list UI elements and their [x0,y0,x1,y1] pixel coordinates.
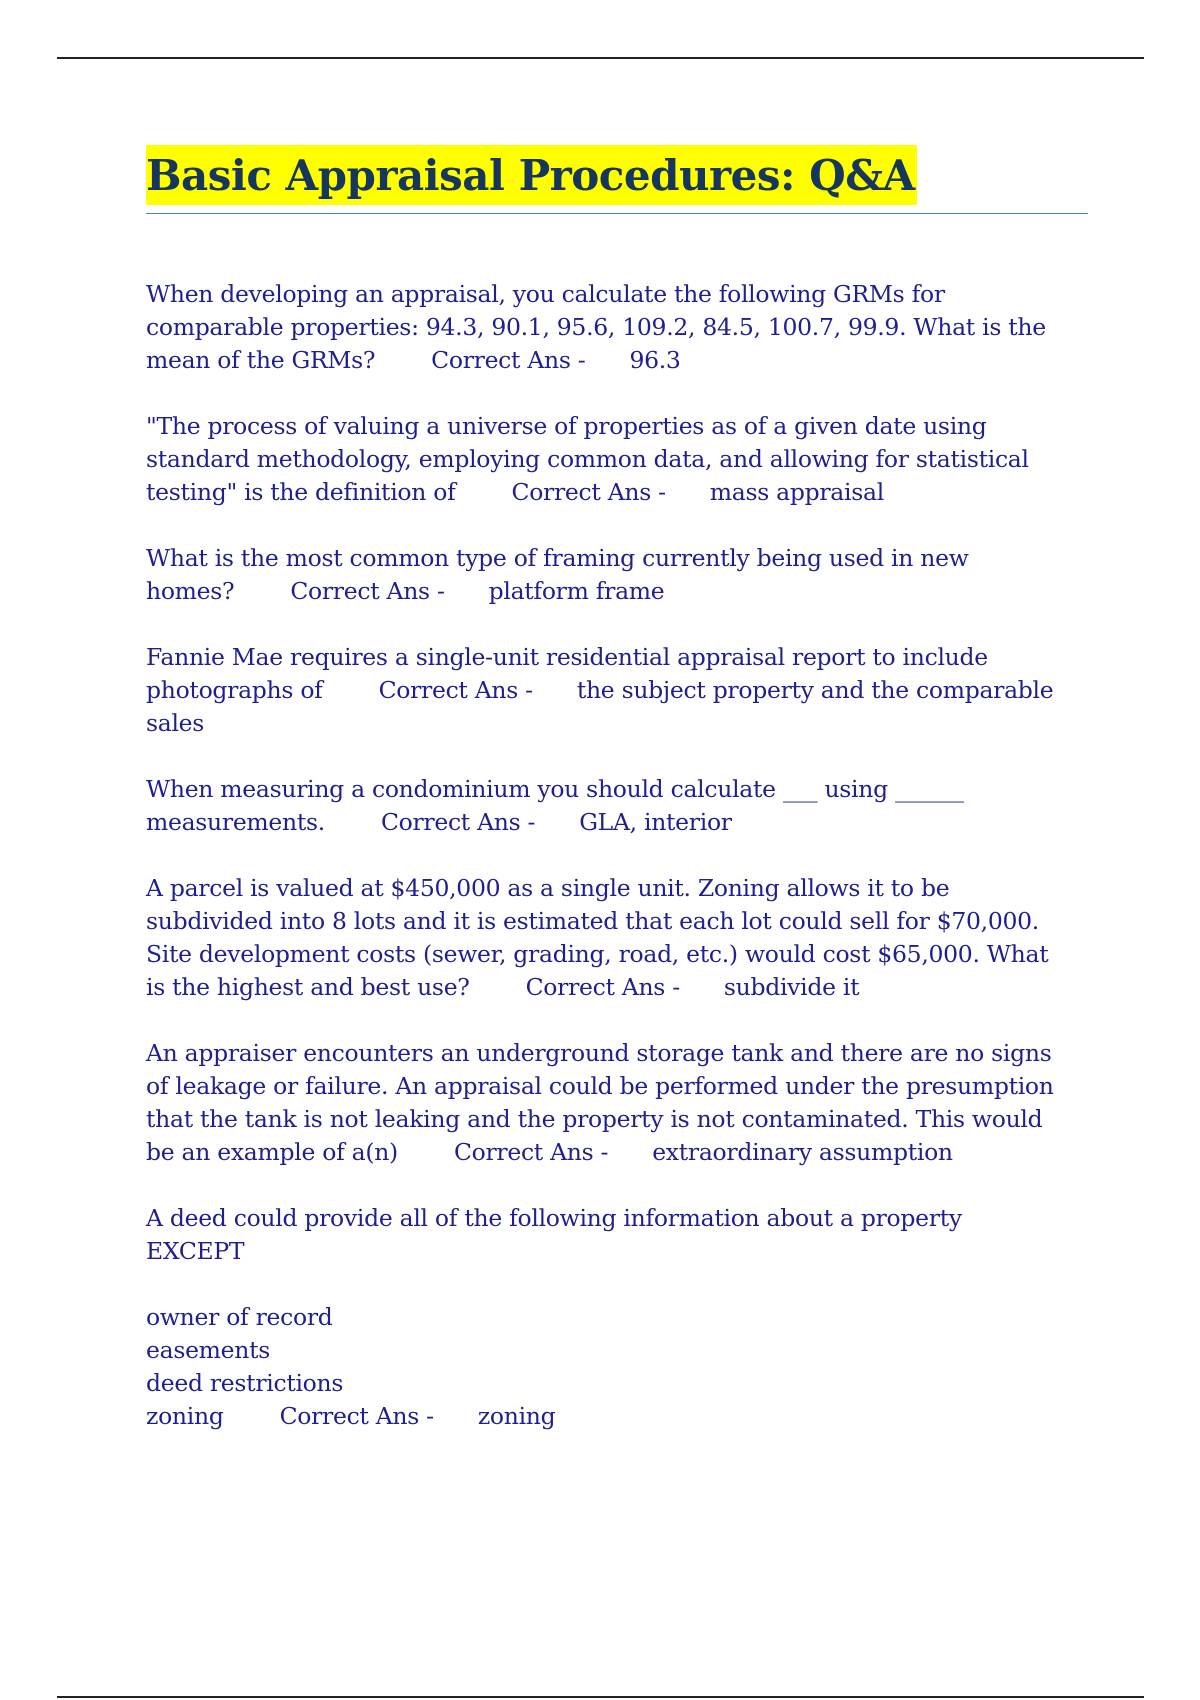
question-line: that the tank is not leaking and the property is not contaminated. This would [146,1105,1043,1133]
option-item: owner of record [146,1303,333,1331]
qa-item [146,1202,1096,1268]
question-line: testing" is the definition of [146,478,456,506]
question-line: mean of the GRMs? [146,346,376,374]
answer-label: Correct Ans - [511,478,666,506]
top-rule [57,57,1144,59]
answer-text: 96.3 [629,346,681,374]
qa-options [146,1301,1096,1433]
answer-text: extraordinary assumption [652,1138,953,1166]
answer-text-continued: sales [146,709,205,737]
question-line: of leakage or failure. An appraisal could be performed under the presumption [146,1072,1054,1100]
question-line: Fannie Mae requires a single-unit residential appraisal report to include [146,643,988,671]
question-line: Site development costs (sewer, grading, road, etc.) would cost $65,000. What [146,940,1049,968]
question-line: is the highest and best use? [146,973,470,1001]
question-line: When measuring a condominium you should calculate ___ using ______ [146,775,964,803]
question-line: homes? [146,577,235,605]
qa-list [146,278,1096,1466]
answer-text: subdivide it [723,973,860,1001]
question-line: photographs of [146,676,323,704]
question-line: measurements. [146,808,325,836]
bottom-rule [57,1696,1144,1698]
answer-label: Correct Ans - [380,808,536,836]
qa-item [146,1037,1096,1169]
option-item: deed restrictions [146,1369,344,1397]
answer-text: platform frame [488,577,665,605]
page-title: Basic Appraisal Procedures: Q&A [146,145,917,205]
question-line: "The process of valuing a universe of properties as of a given date using [146,412,987,440]
qa-item [146,542,1096,608]
option-item: zoning [146,1402,224,1430]
question-line: EXCEPT [146,1237,245,1265]
answer-label: Correct Ans - [453,1138,609,1166]
question-line: An appraiser encounters an underground storage tank and there are no signs [146,1039,1052,1067]
question-line: standard methodology, employing common data, and allowing for statistical [146,445,1029,473]
qa-item [146,773,1096,839]
qa-item [146,278,1096,377]
answer-label: Correct Ans - [279,1402,434,1430]
question-line: A deed could provide all of the following information about a property [146,1204,962,1232]
qa-item [146,641,1096,740]
title-underline [146,145,1088,214]
answer-text: GLA, interior [579,808,732,836]
question-line: comparable properties: 94.3, 90.1, 95.6, 109.2, 84.5, 100.7, 99.9. What is the [146,313,1046,341]
answer-label: Correct Ans - [525,973,680,1001]
answer-label: Correct Ans - [378,676,533,704]
answer-label: Correct Ans - [290,577,445,605]
option-item: easements [146,1336,271,1364]
answer-text: zoning [477,1402,556,1430]
question-line: When developing an appraisal, you calculate the following GRMs for [146,280,945,308]
question-line: subdivided into 8 lots and it is estimated that each lot could sell for $70,000. [146,907,1039,935]
answer-text: mass appraisal [709,478,884,506]
question-line: A parcel is valued at $450,000 as a single unit. Zoning allows it to be [146,874,950,902]
qa-item [146,872,1096,1004]
answer-text: the subject property and the comparable [576,676,1054,704]
answer-label: Correct Ans - [431,346,586,374]
question-line: be an example of a(n) [146,1138,398,1166]
qa-item [146,410,1096,509]
question-line: What is the most common type of framing currently being used in new [146,544,969,572]
